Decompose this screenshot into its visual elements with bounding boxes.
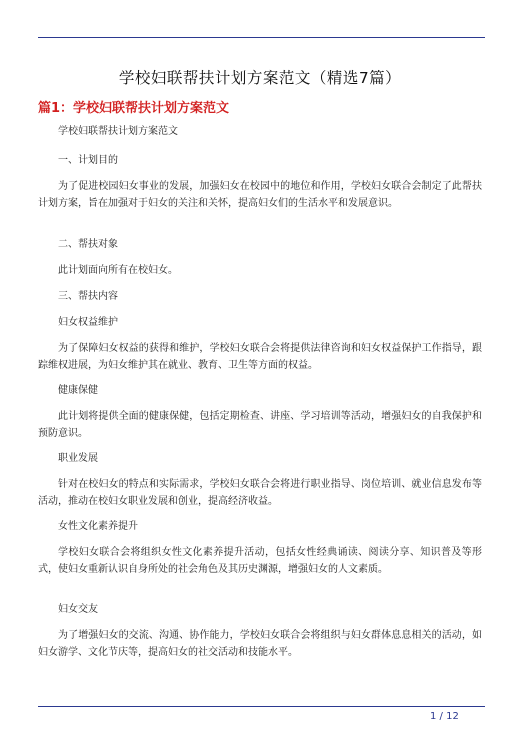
paragraph-culture: 学校妇女联合会将组织女性文化素养提升活动，包括女性经典诵读、阅读分享、知识普及等形式，使妇女重新认识自身所处的社会角色及其历史渊源，增强妇女的人文素质。 [38,547,482,575]
footer-rule [38,706,485,707]
paragraph-targets: 此计划面向所有在校妇女。 [58,265,178,276]
subheading-career: 职业发展 [58,453,98,464]
heading-targets: 二、帮扶对象 [58,239,118,250]
subheading-culture: 女性文化素养提升 [58,521,138,532]
paragraph-career: 针对在校妇女的特点和实际需求，学校妇女联合会将进行职业指导、岗位培训、就业信息发布等活动，推动在校妇女职业发展和创业，提高经济收益。 [38,479,482,507]
subtitle-line: 学校妇联帮扶计划方案范文 [58,126,178,137]
section-heading: 篇1：学校妇联帮扶计划方案范文 [38,101,230,116]
paragraph-social: 为了增强妇女的交流、沟通、协作能力，学校妇女联合会将组织与妇女群体息息相关的活动，如妇女游学、文化节庆等，提高妇女的社交活动和技能水平。 [38,630,482,658]
document-title: 学校妇联帮扶计划方案范文（精选7篇） [118,69,402,87]
paragraph-health: 此计划将提供全面的健康保健，包括定期检查、讲座、学习培训等活动，增强妇女的自我保护和预防意识。 [38,411,482,439]
header-rule [38,37,485,38]
page-indicator: 1 / 12 [430,711,459,722]
subheading-health: 健康保健 [58,385,98,396]
heading-content: 三、帮扶内容 [58,291,118,302]
paragraph-rights: 为了保障妇女权益的获得和维护，学校妇女联合会将提供法律咨询和妇女权益保护工作指导，跟踪维权进展，为妇女维护其在就业、教育、卫生等方面的权益。 [38,343,482,371]
subheading-rights: 妇女权益维护 [58,317,118,328]
paragraph-purpose: 为了促进校园妇女事业的发展，加强妇女在校园中的地位和作用，学校妇女联合会制定了此帮扶计划方案，旨在加强对于妇女的关注和关怀，提高妇女们的生活水平和发展意识。 [38,181,482,209]
heading-purpose: 一、计划目的 [58,155,118,166]
subheading-social: 妇女交友 [58,604,98,615]
